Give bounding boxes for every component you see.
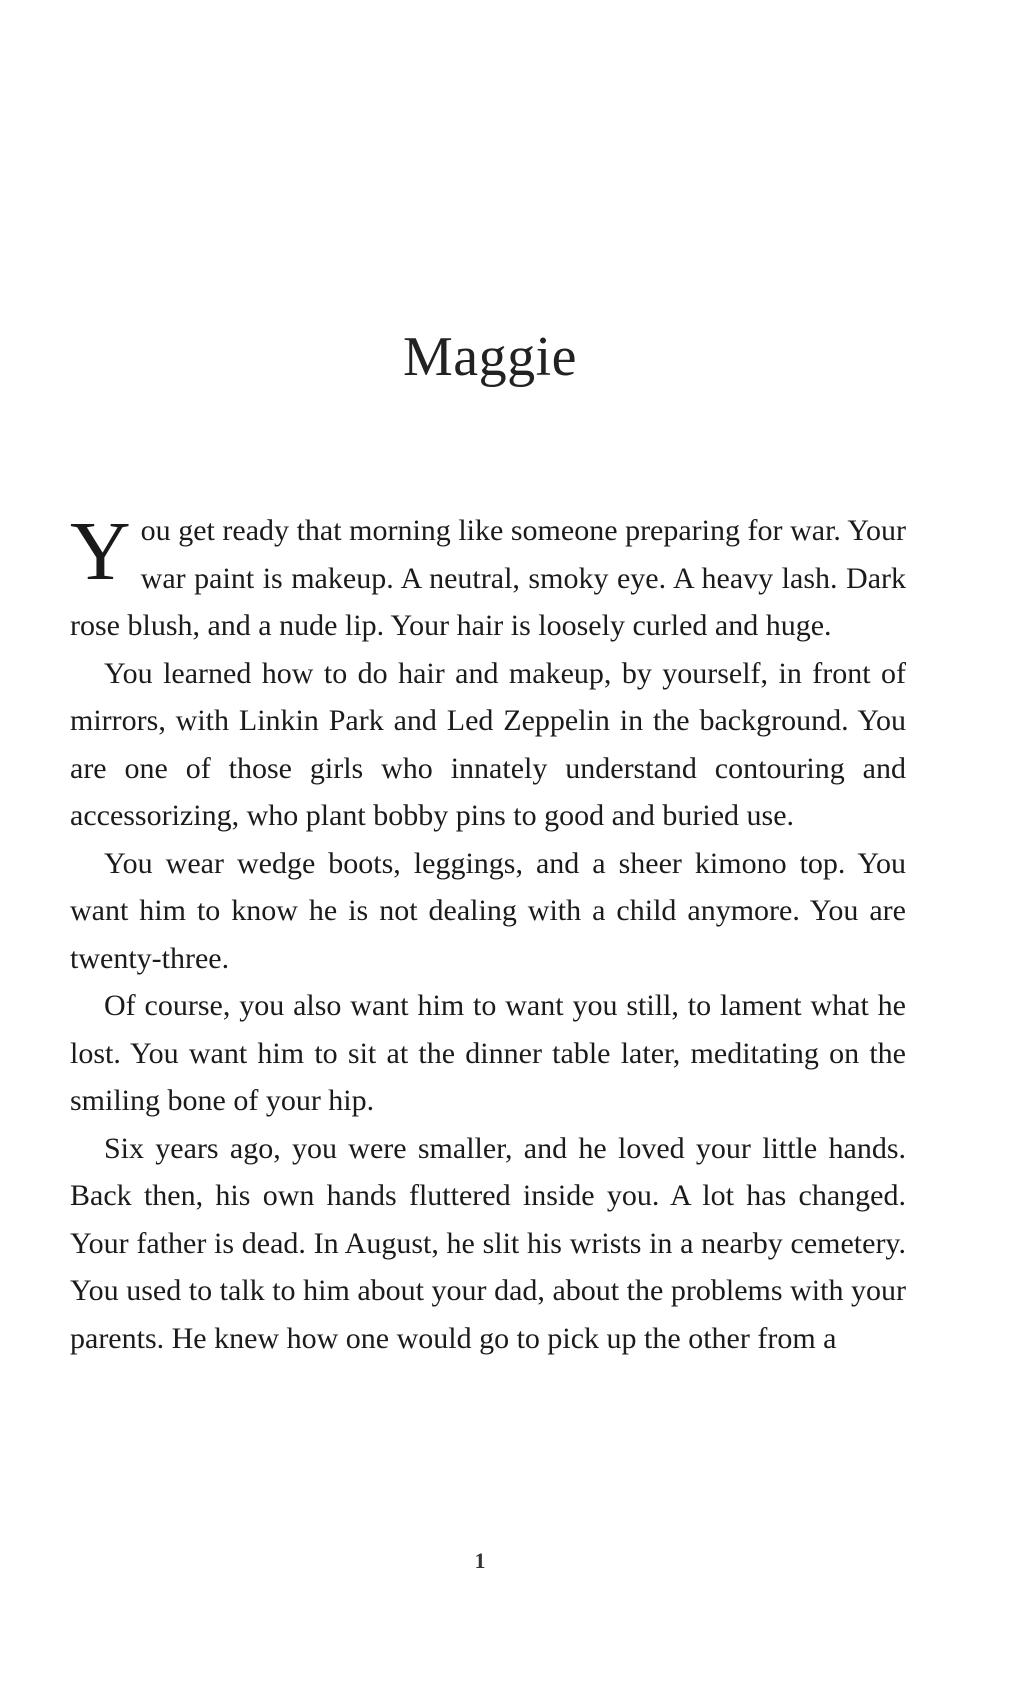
chapter-body <box>70 507 906 1362</box>
paragraph <box>70 507 906 650</box>
paragraph: Six years ago, you were smaller, and he loved your little hands. Back then, his own hands fluttered inside you. A lot has changed. Your father is dead. In August, he slit his wrists in a nearby cemetery. You used to talk to him about your dad, about the problems with your parents. He knew how one would go to pick up the other from a <box>70 1131 906 1355</box>
paragraph: You wear wedge boots, leggings, and a sheer kimono top. You want him to know he is not dealing with a child anymore. You are twenty-three. <box>70 846 906 975</box>
paragraph: You learned how to do hair and makeup, by yourself, in front of mirrors, with Linkin Park and Led Zeppelin in the background. You are one of those girls who innately understand contouring and accessorizing, who plant bobby pins to good and buried use. <box>70 656 906 832</box>
paragraph-text: ou get ready that morning like someone preparing for war. Your war paint is makeup. A neutral, smoky eye. A heavy lash. Dark rose blush, and a nude lip. Your hair is loosely curled and huge. <box>70 514 906 642</box>
drop-cap: Y <box>70 505 131 598</box>
page-number: 1 <box>474 1548 486 1573</box>
chapter-title: Maggie <box>402 326 578 388</box>
paragraph: Of course, you also want him to want you still, to lament what he lost. You want him to sit at the dinner table later, meditating on the smiling bone of your hip. <box>70 989 906 1117</box>
